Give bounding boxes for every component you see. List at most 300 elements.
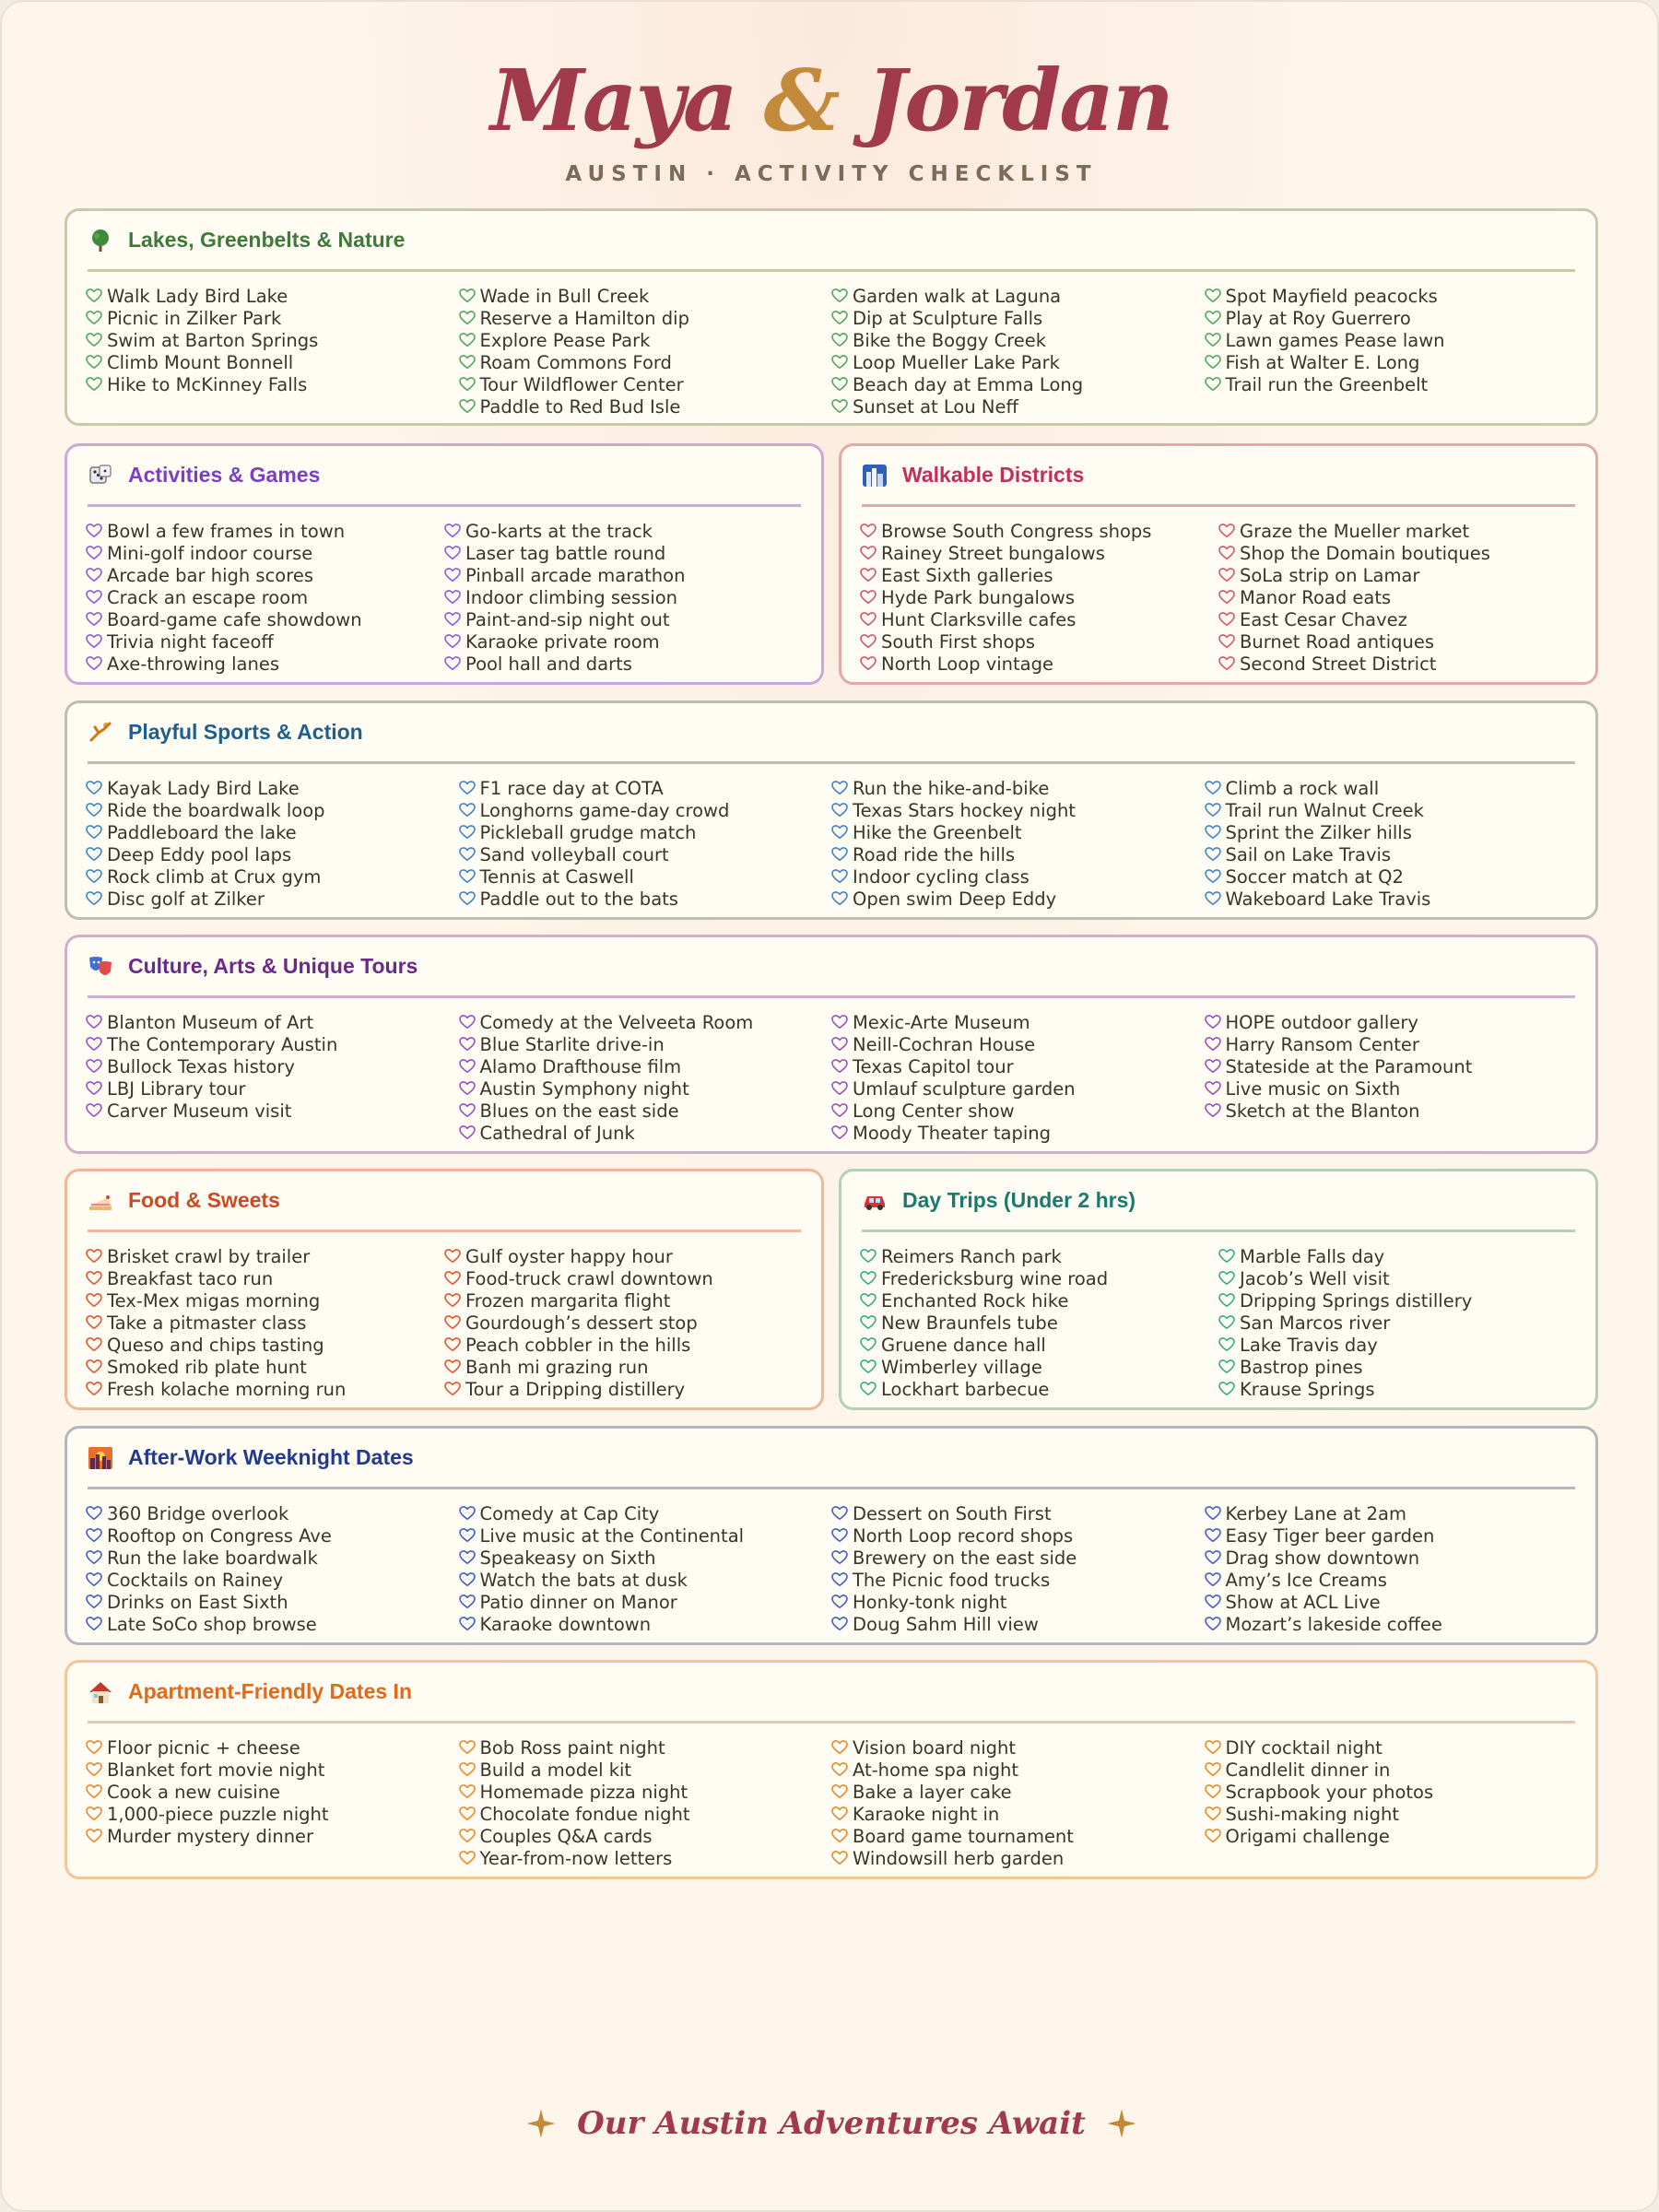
heart-checkbox-icon[interactable]	[1218, 1382, 1235, 1396]
checklist-item[interactable]	[459, 373, 832, 395]
heart-checkbox-icon[interactable]	[459, 1550, 476, 1565]
checklist-item[interactable]	[459, 1100, 832, 1122]
heart-checkbox-icon[interactable]	[831, 825, 848, 840]
checklist-item[interactable]	[1218, 1356, 1577, 1378]
checklist-item[interactable]	[86, 1077, 459, 1100]
heart-checkbox-icon[interactable]	[444, 1337, 461, 1352]
heart-checkbox-icon[interactable]	[459, 311, 476, 325]
heart-checkbox-icon[interactable]	[860, 590, 877, 605]
heart-checkbox-icon[interactable]	[86, 333, 102, 347]
heart-checkbox-icon[interactable]	[459, 1594, 476, 1609]
heart-checkbox-icon[interactable]	[1205, 377, 1221, 392]
checklist-item[interactable]	[86, 1356, 444, 1378]
heart-checkbox-icon[interactable]	[831, 1015, 848, 1030]
checklist-item[interactable]	[86, 542, 444, 564]
checklist-item[interactable]	[459, 1847, 832, 1869]
checklist-item[interactable]	[86, 307, 459, 329]
checklist-item[interactable]	[444, 1334, 803, 1356]
heart-checkbox-icon[interactable]	[86, 568, 102, 582]
heart-checkbox-icon[interactable]	[444, 1271, 461, 1286]
heart-checkbox-icon[interactable]	[86, 1550, 102, 1565]
heart-checkbox-icon[interactable]	[86, 891, 102, 906]
heart-checkbox-icon[interactable]	[1218, 1293, 1235, 1308]
checklist-item[interactable]	[831, 1077, 1205, 1100]
checklist-item[interactable]	[86, 1289, 444, 1312]
checklist-item[interactable]	[1205, 1077, 1578, 1100]
heart-checkbox-icon[interactable]	[831, 1617, 848, 1631]
checklist-item[interactable]	[1205, 1033, 1578, 1055]
checklist-item[interactable]	[831, 1847, 1205, 1869]
heart-checkbox-icon[interactable]	[1205, 1762, 1221, 1777]
heart-checkbox-icon[interactable]	[831, 891, 848, 906]
heart-checkbox-icon[interactable]	[860, 524, 877, 538]
checklist-item[interactable]	[1218, 520, 1577, 542]
checklist-item[interactable]	[86, 1312, 444, 1334]
heart-checkbox-icon[interactable]	[459, 1125, 476, 1140]
checklist-item[interactable]	[831, 1825, 1205, 1847]
checklist-item[interactable]	[860, 608, 1218, 630]
checklist-item[interactable]	[1205, 1502, 1578, 1524]
checklist-item[interactable]	[831, 1011, 1205, 1033]
checklist-item[interactable]	[459, 1759, 832, 1781]
checklist-item[interactable]	[459, 1781, 832, 1803]
heart-checkbox-icon[interactable]	[459, 1081, 476, 1096]
checklist-item[interactable]	[86, 777, 459, 799]
heart-checkbox-icon[interactable]	[860, 1249, 877, 1264]
heart-checkbox-icon[interactable]	[86, 847, 102, 862]
checklist-item[interactable]	[1205, 307, 1578, 329]
heart-checkbox-icon[interactable]	[860, 656, 877, 671]
checklist-item[interactable]	[1218, 586, 1577, 608]
heart-checkbox-icon[interactable]	[1205, 1740, 1221, 1755]
checklist-item[interactable]	[1218, 564, 1577, 586]
heart-checkbox-icon[interactable]	[1205, 1829, 1221, 1843]
heart-checkbox-icon[interactable]	[1205, 891, 1221, 906]
heart-checkbox-icon[interactable]	[459, 1103, 476, 1118]
checklist-item[interactable]	[444, 1267, 803, 1289]
heart-checkbox-icon[interactable]	[444, 612, 461, 627]
heart-checkbox-icon[interactable]	[1218, 634, 1235, 649]
heart-checkbox-icon[interactable]	[444, 1359, 461, 1374]
heart-checkbox-icon[interactable]	[444, 590, 461, 605]
checklist-item[interactable]	[860, 1245, 1218, 1267]
heart-checkbox-icon[interactable]	[459, 1572, 476, 1587]
checklist-item[interactable]	[459, 1591, 832, 1613]
heart-checkbox-icon[interactable]	[86, 1617, 102, 1631]
heart-checkbox-icon[interactable]	[1205, 355, 1221, 370]
heart-checkbox-icon[interactable]	[86, 311, 102, 325]
heart-checkbox-icon[interactable]	[86, 546, 102, 560]
checklist-item[interactable]	[1205, 1759, 1578, 1781]
heart-checkbox-icon[interactable]	[1205, 847, 1221, 862]
heart-checkbox-icon[interactable]	[831, 1550, 848, 1565]
heart-checkbox-icon[interactable]	[860, 546, 877, 560]
checklist-item[interactable]	[831, 1613, 1205, 1635]
checklist-item[interactable]	[459, 1736, 832, 1759]
heart-checkbox-icon[interactable]	[860, 612, 877, 627]
checklist-item[interactable]	[459, 307, 832, 329]
heart-checkbox-icon[interactable]	[860, 1359, 877, 1374]
checklist-item[interactable]	[459, 843, 832, 865]
checklist-item[interactable]	[831, 307, 1205, 329]
checklist-item[interactable]	[860, 1378, 1218, 1400]
checklist-item[interactable]	[860, 520, 1218, 542]
heart-checkbox-icon[interactable]	[459, 377, 476, 392]
heart-checkbox-icon[interactable]	[444, 1315, 461, 1330]
heart-checkbox-icon[interactable]	[1218, 612, 1235, 627]
checklist-item[interactable]	[831, 329, 1205, 351]
heart-checkbox-icon[interactable]	[831, 1740, 848, 1755]
checklist-item[interactable]	[860, 564, 1218, 586]
heart-checkbox-icon[interactable]	[831, 1829, 848, 1843]
checklist-item[interactable]	[86, 1267, 444, 1289]
checklist-item[interactable]	[86, 564, 444, 586]
heart-checkbox-icon[interactable]	[459, 1762, 476, 1777]
heart-checkbox-icon[interactable]	[86, 1829, 102, 1843]
checklist-item[interactable]	[444, 586, 803, 608]
heart-checkbox-icon[interactable]	[86, 803, 102, 818]
checklist-item[interactable]	[459, 1055, 832, 1077]
checklist-item[interactable]	[444, 653, 803, 675]
heart-checkbox-icon[interactable]	[860, 1271, 877, 1286]
checklist-item[interactable]	[860, 1334, 1218, 1356]
heart-checkbox-icon[interactable]	[444, 1382, 461, 1396]
heart-checkbox-icon[interactable]	[831, 355, 848, 370]
checklist-item[interactable]	[86, 1613, 459, 1635]
heart-checkbox-icon[interactable]	[86, 1806, 102, 1821]
checklist-item[interactable]	[1205, 1591, 1578, 1613]
checklist-item[interactable]	[1205, 799, 1578, 821]
heart-checkbox-icon[interactable]	[1218, 1359, 1235, 1374]
heart-checkbox-icon[interactable]	[831, 847, 848, 862]
checklist-item[interactable]	[860, 1312, 1218, 1334]
checklist-item[interactable]	[1205, 1736, 1578, 1759]
heart-checkbox-icon[interactable]	[831, 399, 848, 414]
checklist-item[interactable]	[86, 1033, 459, 1055]
checklist-item[interactable]	[86, 586, 444, 608]
heart-checkbox-icon[interactable]	[1218, 590, 1235, 605]
heart-checkbox-icon[interactable]	[860, 634, 877, 649]
heart-checkbox-icon[interactable]	[1205, 869, 1221, 884]
heart-checkbox-icon[interactable]	[831, 288, 848, 303]
checklist-item[interactable]	[1205, 1524, 1578, 1547]
checklist-item[interactable]	[444, 520, 803, 542]
heart-checkbox-icon[interactable]	[831, 1037, 848, 1052]
heart-checkbox-icon[interactable]	[1205, 1103, 1221, 1118]
checklist-item[interactable]	[1205, 843, 1578, 865]
checklist-item[interactable]	[860, 1289, 1218, 1312]
heart-checkbox-icon[interactable]	[1205, 1784, 1221, 1799]
heart-checkbox-icon[interactable]	[1205, 803, 1221, 818]
checklist-item[interactable]	[86, 1334, 444, 1356]
heart-checkbox-icon[interactable]	[459, 399, 476, 414]
heart-checkbox-icon[interactable]	[86, 1337, 102, 1352]
heart-checkbox-icon[interactable]	[1205, 1015, 1221, 1030]
heart-checkbox-icon[interactable]	[860, 1337, 877, 1352]
heart-checkbox-icon[interactable]	[1205, 1081, 1221, 1096]
checklist-item[interactable]	[1218, 630, 1577, 653]
heart-checkbox-icon[interactable]	[1205, 1572, 1221, 1587]
checklist-item[interactable]	[1218, 542, 1577, 564]
checklist-item[interactable]	[831, 888, 1205, 910]
checklist-item[interactable]	[459, 351, 832, 373]
checklist-item[interactable]	[444, 1245, 803, 1267]
checklist-item[interactable]	[86, 329, 459, 351]
heart-checkbox-icon[interactable]	[860, 1382, 877, 1396]
heart-checkbox-icon[interactable]	[831, 1059, 848, 1074]
heart-checkbox-icon[interactable]	[459, 847, 476, 862]
checklist-item[interactable]	[1218, 1334, 1577, 1356]
checklist-item[interactable]	[831, 1055, 1205, 1077]
checklist-item[interactable]	[86, 1781, 459, 1803]
heart-checkbox-icon[interactable]	[86, 1315, 102, 1330]
checklist-item[interactable]	[1205, 285, 1578, 307]
heart-checkbox-icon[interactable]	[459, 333, 476, 347]
heart-checkbox-icon[interactable]	[86, 1015, 102, 1030]
heart-checkbox-icon[interactable]	[831, 1784, 848, 1799]
checklist-item[interactable]	[1205, 865, 1578, 888]
heart-checkbox-icon[interactable]	[1205, 1617, 1221, 1631]
checklist-item[interactable]	[1205, 1547, 1578, 1569]
checklist-item[interactable]	[459, 1547, 832, 1569]
checklist-item[interactable]	[1205, 351, 1578, 373]
checklist-item[interactable]	[86, 1378, 444, 1400]
heart-checkbox-icon[interactable]	[459, 1829, 476, 1843]
heart-checkbox-icon[interactable]	[86, 781, 102, 795]
heart-checkbox-icon[interactable]	[444, 656, 461, 671]
heart-checkbox-icon[interactable]	[444, 546, 461, 560]
checklist-item[interactable]	[860, 630, 1218, 653]
heart-checkbox-icon[interactable]	[86, 825, 102, 840]
checklist-item[interactable]	[459, 395, 832, 418]
heart-checkbox-icon[interactable]	[459, 1617, 476, 1631]
checklist-item[interactable]	[459, 865, 832, 888]
checklist-item[interactable]	[459, 799, 832, 821]
heart-checkbox-icon[interactable]	[831, 333, 848, 347]
heart-checkbox-icon[interactable]	[86, 377, 102, 392]
heart-checkbox-icon[interactable]	[831, 1103, 848, 1118]
checklist-item[interactable]	[1218, 1267, 1577, 1289]
heart-checkbox-icon[interactable]	[831, 1528, 848, 1543]
checklist-item[interactable]	[444, 1356, 803, 1378]
checklist-item[interactable]	[459, 888, 832, 910]
heart-checkbox-icon[interactable]	[1205, 333, 1221, 347]
heart-checkbox-icon[interactable]	[1218, 524, 1235, 538]
checklist-item[interactable]	[459, 1033, 832, 1055]
checklist-item[interactable]	[831, 1759, 1205, 1781]
checklist-item[interactable]	[86, 1759, 459, 1781]
checklist-item[interactable]	[1218, 1378, 1577, 1400]
heart-checkbox-icon[interactable]	[86, 869, 102, 884]
checklist-item[interactable]	[86, 1055, 459, 1077]
checklist-item[interactable]	[831, 1100, 1205, 1122]
heart-checkbox-icon[interactable]	[459, 1015, 476, 1030]
checklist-item[interactable]	[1205, 777, 1578, 799]
checklist-item[interactable]	[831, 373, 1205, 395]
checklist-item[interactable]	[459, 1122, 832, 1144]
checklist-item[interactable]	[459, 1077, 832, 1100]
heart-checkbox-icon[interactable]	[459, 288, 476, 303]
checklist-item[interactable]	[86, 865, 459, 888]
heart-checkbox-icon[interactable]	[831, 1851, 848, 1865]
checklist-item[interactable]	[831, 1524, 1205, 1547]
heart-checkbox-icon[interactable]	[1218, 546, 1235, 560]
heart-checkbox-icon[interactable]	[86, 1249, 102, 1264]
checklist-item[interactable]	[831, 1736, 1205, 1759]
heart-checkbox-icon[interactable]	[444, 524, 461, 538]
heart-checkbox-icon[interactable]	[444, 1249, 461, 1264]
heart-checkbox-icon[interactable]	[1205, 1059, 1221, 1074]
heart-checkbox-icon[interactable]	[1218, 1337, 1235, 1352]
checklist-item[interactable]	[86, 1245, 444, 1267]
checklist-item[interactable]	[831, 865, 1205, 888]
heart-checkbox-icon[interactable]	[1205, 1806, 1221, 1821]
checklist-item[interactable]	[831, 1502, 1205, 1524]
heart-checkbox-icon[interactable]	[459, 1037, 476, 1052]
heart-checkbox-icon[interactable]	[459, 781, 476, 795]
checklist-item[interactable]	[86, 1547, 459, 1569]
heart-checkbox-icon[interactable]	[1205, 1506, 1221, 1521]
heart-checkbox-icon[interactable]	[86, 1359, 102, 1374]
heart-checkbox-icon[interactable]	[86, 1271, 102, 1286]
checklist-item[interactable]	[831, 1547, 1205, 1569]
checklist-item[interactable]	[86, 653, 444, 675]
heart-checkbox-icon[interactable]	[831, 1572, 848, 1587]
checklist-item[interactable]	[86, 1100, 459, 1122]
checklist-item[interactable]	[444, 1378, 803, 1400]
heart-checkbox-icon[interactable]	[459, 869, 476, 884]
checklist-item[interactable]	[459, 1524, 832, 1547]
heart-checkbox-icon[interactable]	[459, 1506, 476, 1521]
checklist-item[interactable]	[831, 777, 1205, 799]
checklist-item[interactable]	[1205, 1825, 1578, 1847]
checklist-item[interactable]	[831, 1569, 1205, 1591]
heart-checkbox-icon[interactable]	[459, 825, 476, 840]
heart-checkbox-icon[interactable]	[1205, 288, 1221, 303]
checklist-item[interactable]	[86, 888, 459, 910]
checklist-item[interactable]	[86, 1502, 459, 1524]
heart-checkbox-icon[interactable]	[459, 1806, 476, 1821]
checklist-item[interactable]	[86, 843, 459, 865]
heart-checkbox-icon[interactable]	[459, 355, 476, 370]
checklist-item[interactable]	[459, 329, 832, 351]
heart-checkbox-icon[interactable]	[86, 612, 102, 627]
checklist-item[interactable]	[459, 1011, 832, 1033]
checklist-item[interactable]	[86, 1569, 459, 1591]
heart-checkbox-icon[interactable]	[86, 1784, 102, 1799]
checklist-item[interactable]	[860, 542, 1218, 564]
heart-checkbox-icon[interactable]	[86, 524, 102, 538]
checklist-item[interactable]	[1205, 1781, 1578, 1803]
heart-checkbox-icon[interactable]	[1205, 1594, 1221, 1609]
checklist-item[interactable]	[86, 1736, 459, 1759]
heart-checkbox-icon[interactable]	[86, 1293, 102, 1308]
checklist-item[interactable]	[444, 608, 803, 630]
heart-checkbox-icon[interactable]	[86, 355, 102, 370]
heart-checkbox-icon[interactable]	[86, 590, 102, 605]
checklist-item[interactable]	[831, 1781, 1205, 1803]
checklist-item[interactable]	[1205, 1569, 1578, 1591]
heart-checkbox-icon[interactable]	[831, 803, 848, 818]
heart-checkbox-icon[interactable]	[86, 1594, 102, 1609]
checklist-item[interactable]	[459, 1502, 832, 1524]
heart-checkbox-icon[interactable]	[1205, 1550, 1221, 1565]
heart-checkbox-icon[interactable]	[831, 781, 848, 795]
checklist-item[interactable]	[459, 821, 832, 843]
heart-checkbox-icon[interactable]	[831, 1125, 848, 1140]
checklist-item[interactable]	[1218, 1245, 1577, 1267]
checklist-item[interactable]	[459, 285, 832, 307]
heart-checkbox-icon[interactable]	[1205, 781, 1221, 795]
checklist-item[interactable]	[860, 1267, 1218, 1289]
heart-checkbox-icon[interactable]	[86, 1103, 102, 1118]
heart-checkbox-icon[interactable]	[860, 1315, 877, 1330]
heart-checkbox-icon[interactable]	[1218, 1271, 1235, 1286]
checklist-item[interactable]	[86, 351, 459, 373]
checklist-item[interactable]	[831, 1803, 1205, 1825]
checklist-item[interactable]	[86, 1591, 459, 1613]
checklist-item[interactable]	[86, 1524, 459, 1547]
checklist-item[interactable]	[444, 542, 803, 564]
checklist-item[interactable]	[1218, 1289, 1577, 1312]
checklist-item[interactable]	[831, 843, 1205, 865]
heart-checkbox-icon[interactable]	[831, 1081, 848, 1096]
heart-checkbox-icon[interactable]	[459, 1784, 476, 1799]
heart-checkbox-icon[interactable]	[86, 1059, 102, 1074]
heart-checkbox-icon[interactable]	[444, 1293, 461, 1308]
heart-checkbox-icon[interactable]	[831, 1762, 848, 1777]
heart-checkbox-icon[interactable]	[459, 1528, 476, 1543]
heart-checkbox-icon[interactable]	[1205, 1037, 1221, 1052]
checklist-item[interactable]	[1205, 1803, 1578, 1825]
checklist-item[interactable]	[1218, 608, 1577, 630]
checklist-item[interactable]	[444, 630, 803, 653]
heart-checkbox-icon[interactable]	[1218, 568, 1235, 582]
checklist-item[interactable]	[1205, 1613, 1578, 1635]
heart-checkbox-icon[interactable]	[459, 803, 476, 818]
checklist-item[interactable]	[1205, 329, 1578, 351]
checklist-item[interactable]	[1205, 821, 1578, 843]
checklist-item[interactable]	[831, 1591, 1205, 1613]
checklist-item[interactable]	[831, 821, 1205, 843]
heart-checkbox-icon[interactable]	[831, 377, 848, 392]
checklist-item[interactable]	[444, 1289, 803, 1312]
checklist-item[interactable]	[459, 777, 832, 799]
checklist-item[interactable]	[444, 564, 803, 586]
heart-checkbox-icon[interactable]	[86, 634, 102, 649]
heart-checkbox-icon[interactable]	[860, 568, 877, 582]
heart-checkbox-icon[interactable]	[831, 1594, 848, 1609]
checklist-item[interactable]	[860, 653, 1218, 675]
checklist-item[interactable]	[444, 1312, 803, 1334]
checklist-item[interactable]	[86, 1803, 459, 1825]
checklist-item[interactable]	[1205, 1011, 1578, 1033]
checklist-item[interactable]	[1205, 888, 1578, 910]
checklist-item[interactable]	[831, 1033, 1205, 1055]
checklist-item[interactable]	[831, 285, 1205, 307]
checklist-item[interactable]	[1205, 373, 1578, 395]
heart-checkbox-icon[interactable]	[86, 1572, 102, 1587]
checklist-item[interactable]	[86, 821, 459, 843]
heart-checkbox-icon[interactable]	[86, 656, 102, 671]
checklist-item[interactable]	[831, 1122, 1205, 1144]
heart-checkbox-icon[interactable]	[831, 1506, 848, 1521]
checklist-item[interactable]	[86, 608, 444, 630]
heart-checkbox-icon[interactable]	[1205, 311, 1221, 325]
heart-checkbox-icon[interactable]	[86, 1382, 102, 1396]
heart-checkbox-icon[interactable]	[1218, 1249, 1235, 1264]
heart-checkbox-icon[interactable]	[459, 1851, 476, 1865]
